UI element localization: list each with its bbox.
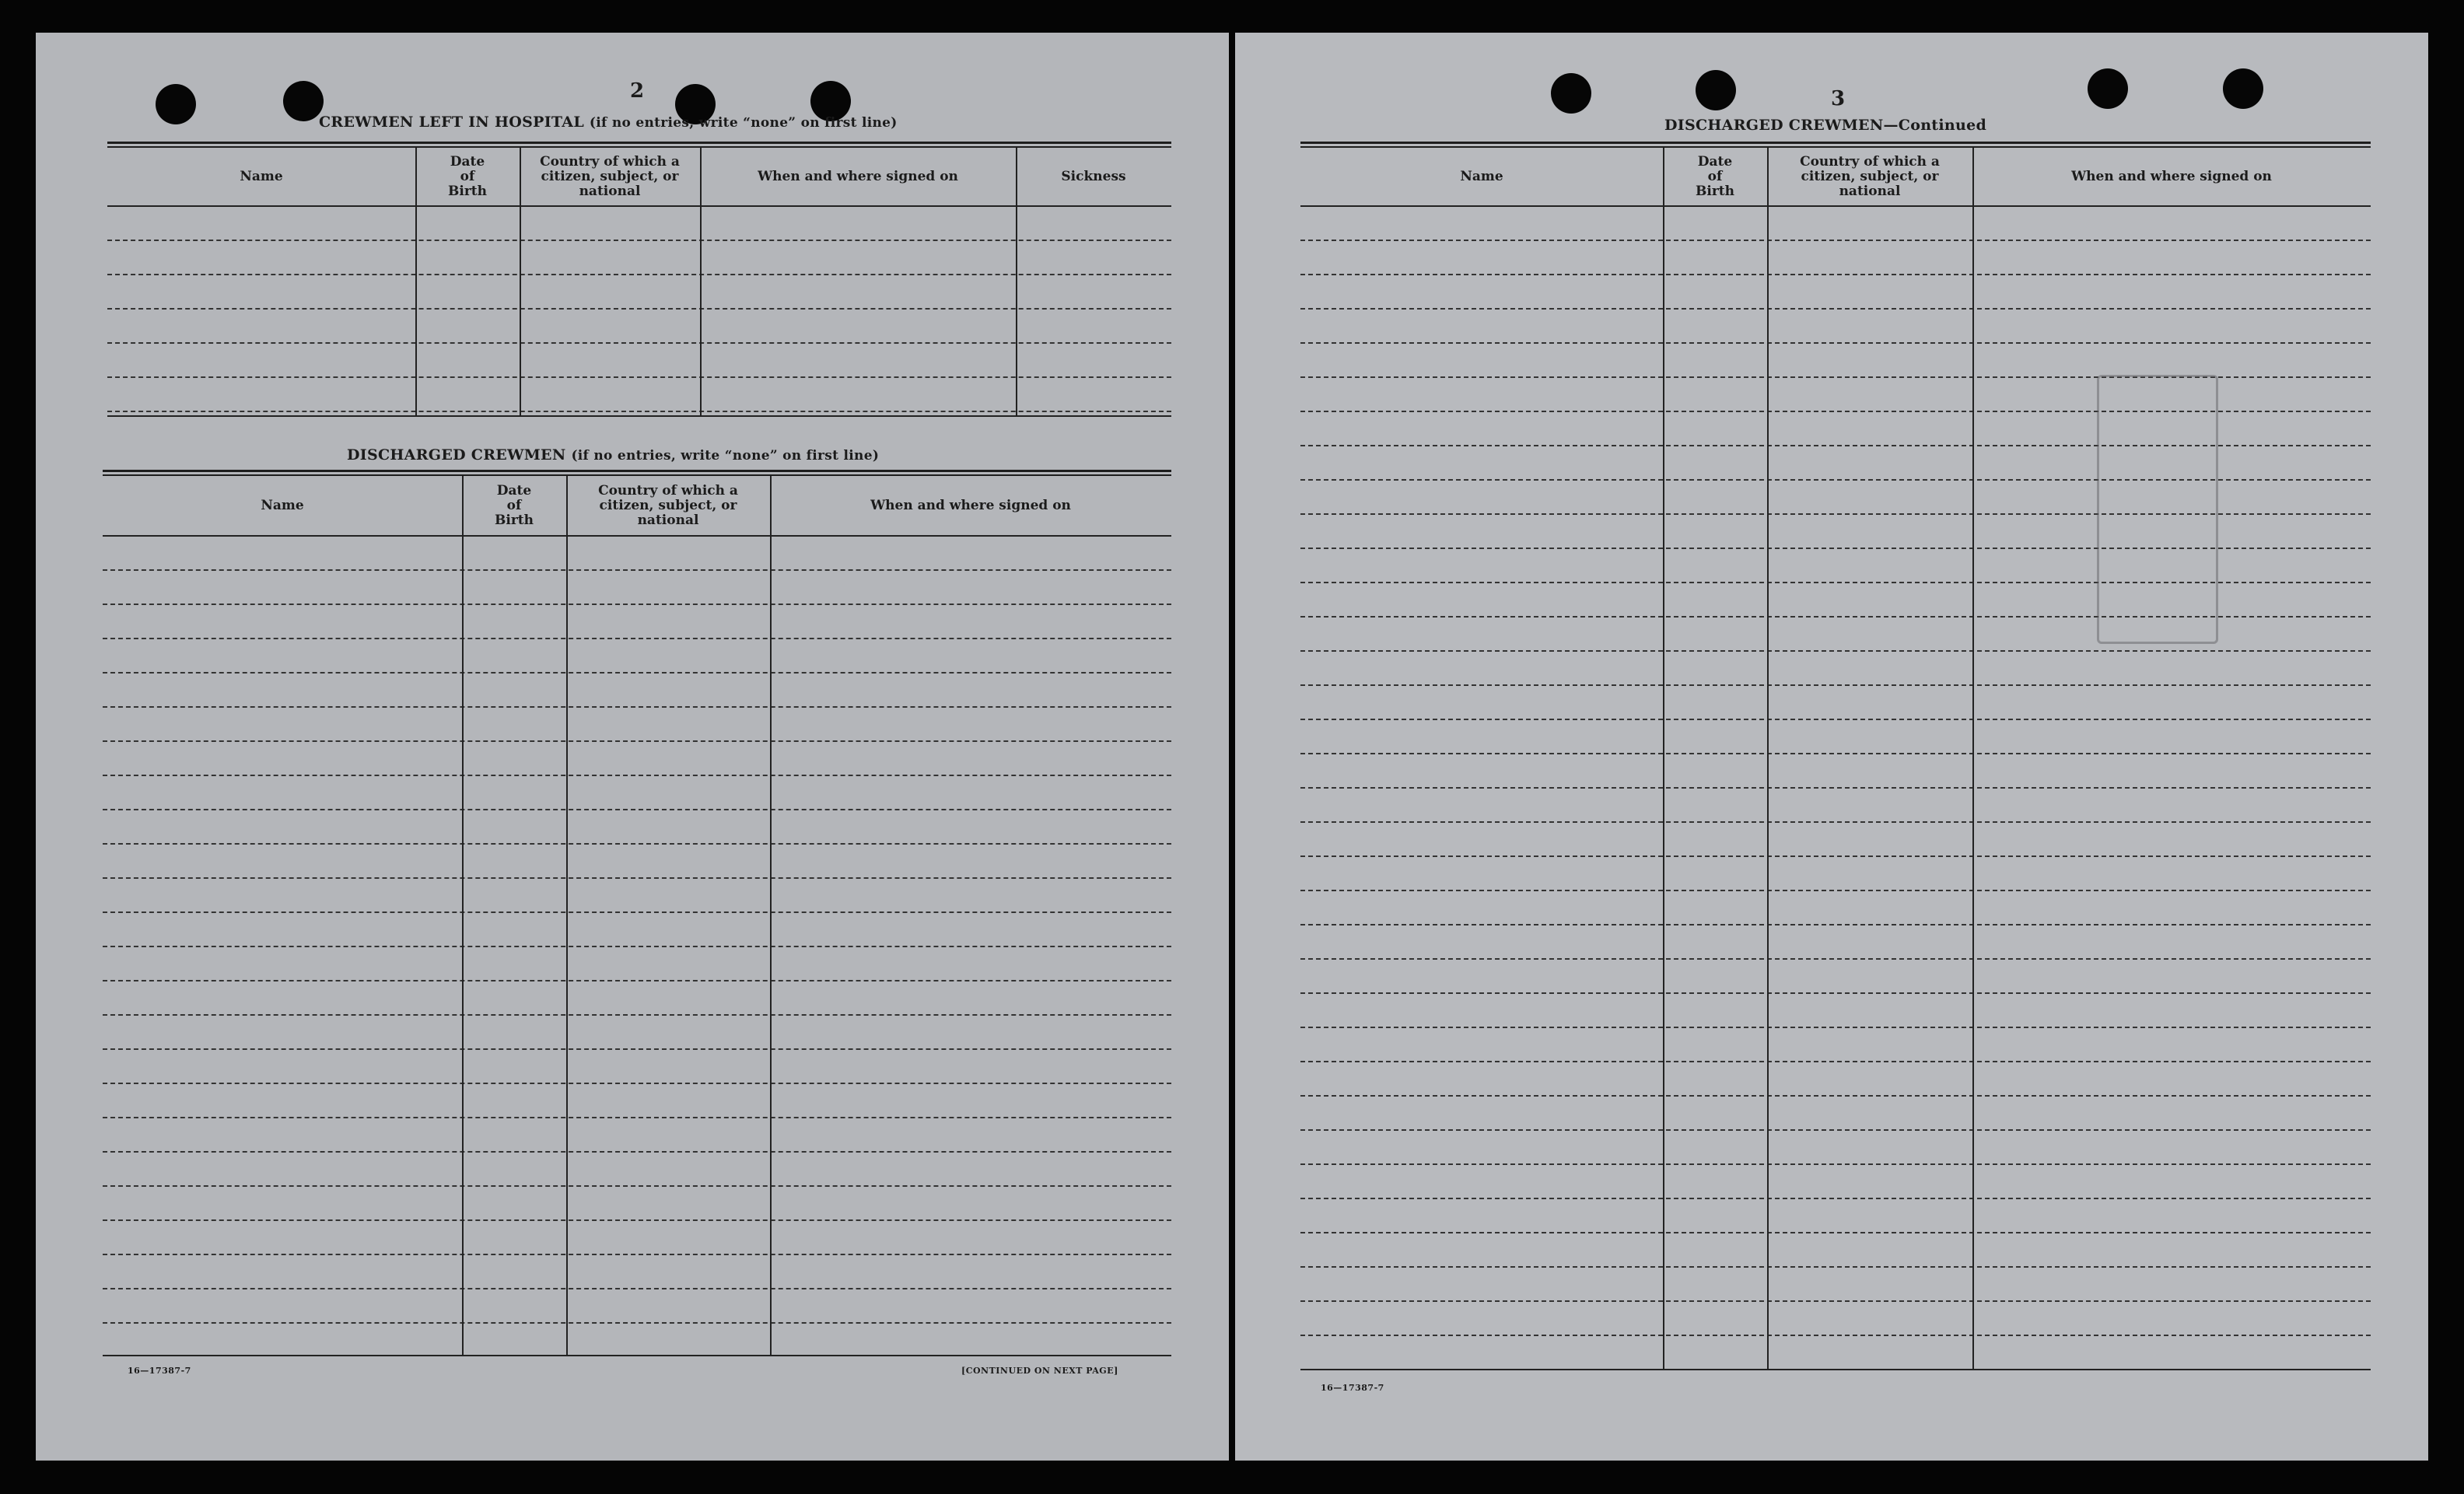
column-header: Country of which a citizen, subject, or national	[540, 153, 680, 199]
row-line	[1300, 684, 2371, 686]
row-line	[1300, 1335, 2371, 1336]
row-line	[1300, 1266, 2371, 1268]
table-top-rule	[103, 470, 1171, 476]
right-page	[1235, 33, 2428, 1461]
row-line	[103, 1185, 1171, 1187]
row-line	[103, 1219, 1171, 1221]
row-line	[1300, 308, 2371, 310]
row-line	[103, 569, 1171, 571]
row-line	[1300, 855, 2371, 857]
row-line	[1300, 1095, 2371, 1097]
row-line	[103, 1014, 1171, 1016]
row-line	[107, 342, 1171, 344]
column-divider	[1663, 148, 1664, 1369]
column-divider	[1767, 148, 1769, 1369]
punch-hole	[2088, 68, 2128, 109]
faded-stamp	[2097, 375, 2218, 644]
row-line	[1300, 1198, 2371, 1199]
row-line	[1300, 992, 2371, 994]
row-line	[103, 1151, 1171, 1153]
header-bottom-rule	[107, 205, 1171, 207]
row-line	[107, 274, 1171, 275]
column-header: When and where signed on	[870, 497, 1071, 513]
column-header: Date of Birth	[1696, 153, 1734, 199]
column-header: When and where signed on	[2071, 168, 2272, 184]
row-line	[103, 638, 1171, 639]
row-line	[107, 376, 1171, 378]
table-bottom-rule	[1300, 1369, 2371, 1370]
discharged-instruction: (if no entries, write “none” on first line)	[571, 448, 880, 464]
continued-note: [CONTINUED ON NEXT PAGE]	[961, 1366, 1118, 1376]
hospital-title: CREWMEN LEFT IN HOSPITAL	[319, 114, 584, 131]
row-line	[103, 980, 1171, 981]
column-header: Name	[261, 497, 304, 513]
column-header: When and where signed on	[758, 168, 958, 184]
form-number: 16—17387-7	[1321, 1383, 1384, 1393]
header-bottom-rule	[1300, 205, 2371, 207]
row-line	[1300, 274, 2371, 275]
left-page	[36, 33, 1229, 1461]
row-line	[103, 1254, 1171, 1255]
column-divider	[462, 476, 464, 1355]
column-header: Date of Birth	[448, 153, 487, 199]
row-line	[1300, 958, 2371, 960]
table-bottom-rule	[103, 1355, 1171, 1356]
row-line	[103, 775, 1171, 776]
hospital-section-title	[319, 114, 898, 131]
punch-hole	[1551, 73, 1591, 114]
column-header: Date of Birth	[495, 482, 534, 528]
row-line	[103, 843, 1171, 845]
row-line	[103, 706, 1171, 708]
hospital-instruction: (if no entries, write “none” on first line)	[589, 115, 898, 131]
row-line	[103, 877, 1171, 879]
row-line	[1300, 753, 2371, 754]
row-line	[1300, 1129, 2371, 1131]
column-header: Name	[240, 168, 283, 184]
discharged-section-title	[347, 446, 879, 464]
column-header: Name	[1460, 168, 1503, 184]
row-line	[103, 946, 1171, 947]
punch-hole	[283, 81, 324, 121]
row-line	[103, 1083, 1171, 1084]
page-number: 2	[630, 79, 645, 103]
row-line	[103, 1322, 1171, 1324]
column-header: Country of which a citizen, subject, or national	[598, 482, 738, 528]
row-line	[107, 240, 1171, 241]
row-line	[1300, 787, 2371, 789]
header-bottom-rule	[103, 535, 1171, 537]
table-top-rule	[107, 142, 1171, 148]
column-divider	[770, 476, 772, 1355]
row-line	[103, 604, 1171, 605]
row-line	[103, 672, 1171, 674]
row-line	[1300, 924, 2371, 925]
row-line	[107, 411, 1171, 412]
column-divider	[566, 476, 568, 1355]
column-divider	[1972, 148, 1974, 1369]
column-divider	[1016, 148, 1017, 415]
row-line	[103, 911, 1171, 913]
table-bottom-rule	[107, 415, 1171, 417]
punch-hole	[1696, 70, 1736, 110]
row-line	[103, 1288, 1171, 1289]
discharged-title: DISCHARGED CREWMEN	[347, 446, 566, 464]
row-line	[103, 740, 1171, 742]
row-line	[1300, 1232, 2371, 1233]
punch-hole	[2223, 68, 2263, 109]
row-line	[103, 1048, 1171, 1050]
column-header: Sickness	[1061, 168, 1126, 184]
page-number: 3	[1831, 87, 1846, 110]
column-header: Country of which a citizen, subject, or national	[1800, 153, 1940, 199]
row-line	[1300, 890, 2371, 891]
row-line	[103, 1117, 1171, 1118]
row-line	[103, 809, 1171, 810]
row-line	[1300, 1027, 2371, 1028]
row-line	[1300, 650, 2371, 652]
punch-hole	[156, 84, 196, 124]
row-line	[1300, 1300, 2371, 1302]
row-line	[107, 308, 1171, 310]
row-line	[1300, 240, 2371, 241]
table-top-rule	[1300, 142, 2371, 148]
row-line	[1300, 719, 2371, 720]
row-line	[1300, 342, 2371, 344]
row-line	[1300, 1163, 2371, 1165]
form-number: 16—17387-7	[128, 1366, 191, 1376]
column-divider	[700, 148, 702, 415]
row-line	[1300, 1061, 2371, 1062]
discharged-continued-title: DISCHARGED CREWMEN—Continued	[1664, 117, 1987, 134]
row-line	[1300, 821, 2371, 823]
